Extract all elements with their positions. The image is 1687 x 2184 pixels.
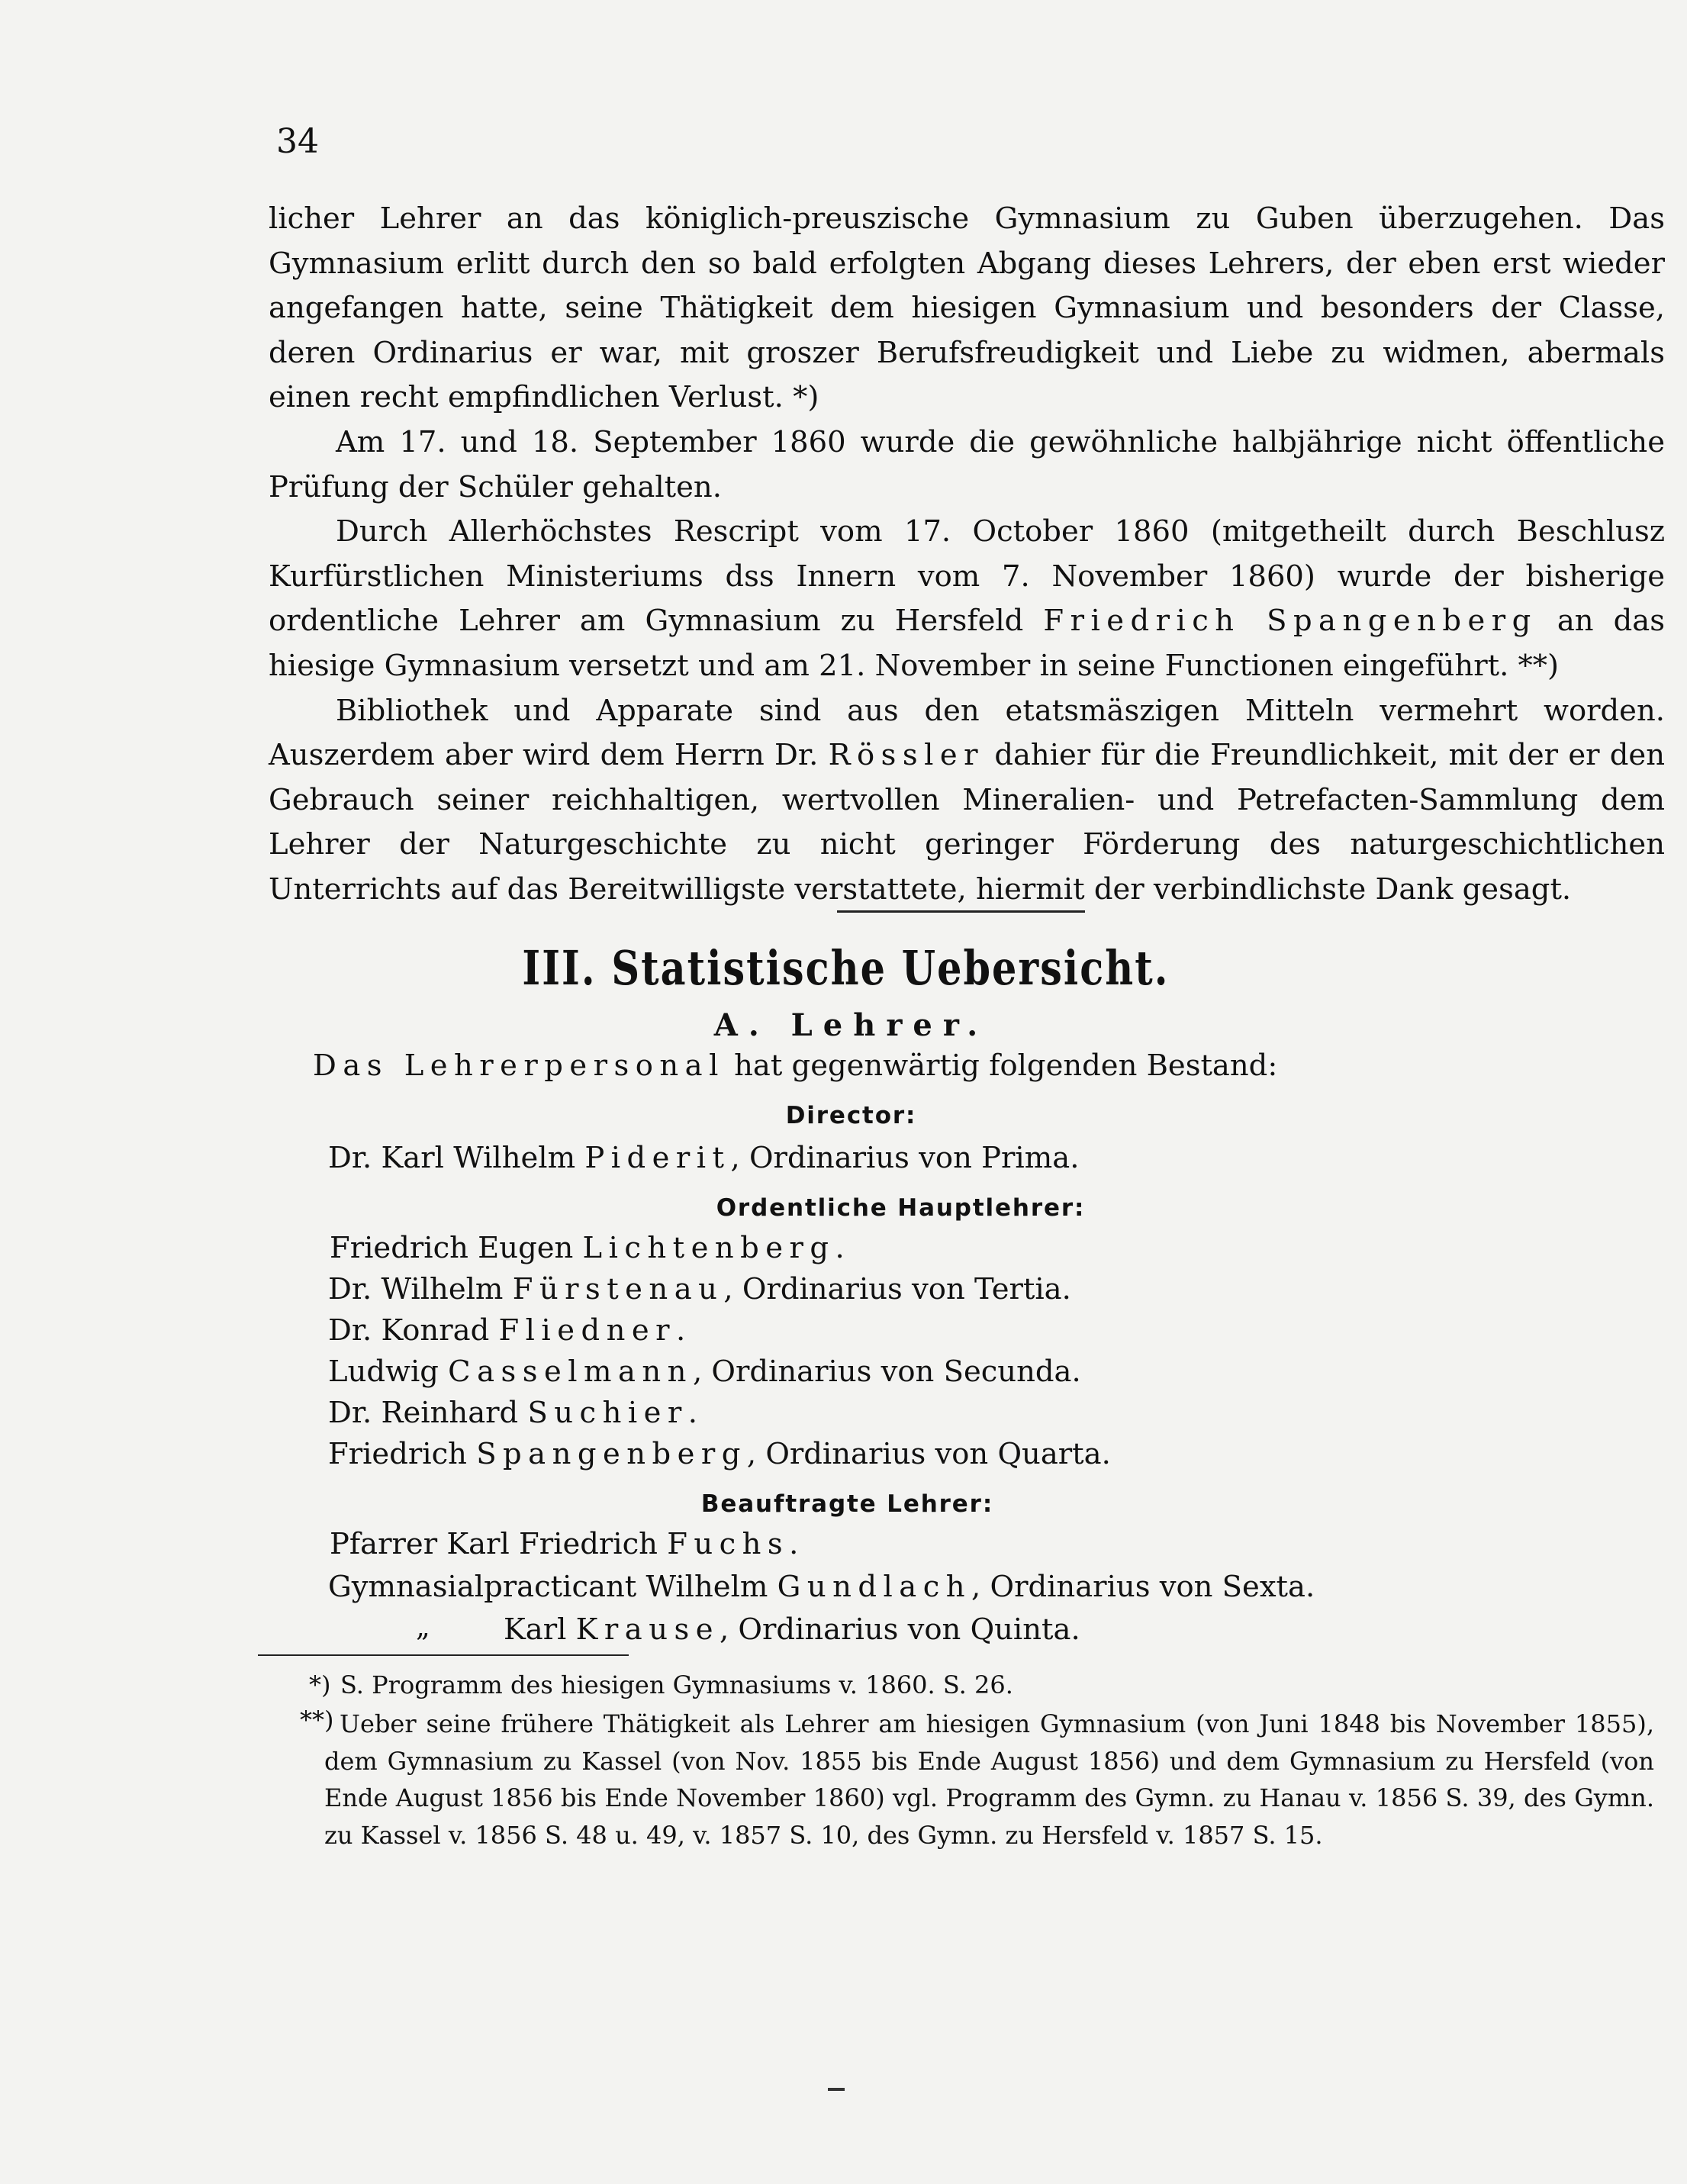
- staff-intro: [313, 1048, 1277, 1084]
- footnote-2: Ueber seine frühere Thätigkeit als Lehrer am hiesigen Gymnasium (von Juni 1848 bis November 1855), dem Gymnasium zu Kassel (von Nov. 1855 bis Ende August 1856) und dem Gymnasium zu Hersfeld (von Ende August 1856 bis Ende November 1860) vgl. Programm des Gymn. zu Hanau v. 1856 S. 39, des Gymn. zu Kassel v. 1856 S. 48 u. 49, v. 1857 S. 10, des Gymn. zu Hersfeld v. 1857 S. 15.: [324, 1709, 1654, 1850]
- heading-assigned-teachers: Beauftragte Lehrer:: [700, 1490, 994, 1518]
- paragraph-library-a: Bibliothek und Apparate sind aus den etatsmäszigen Mitteln vermehrt worden. Auszerdem aber wird dem Herrn Dr.: [269, 693, 1665, 773]
- teacher-name: Lichtenberg: [582, 1231, 835, 1265]
- ditto-mark: „: [416, 1612, 430, 1643]
- paragraph-library: [269, 689, 1665, 913]
- footnote-divider: [258, 1654, 629, 1656]
- teacher-entry: Dr. Wilhelm Fürstenau, Ordinarius von Tertia.: [328, 1272, 1071, 1306]
- footnote-1-mark: *): [309, 1670, 331, 1699]
- paragraph-rescript: [269, 510, 1665, 688]
- paragraph-library-b: dahier für die Freundlichkeit, mit der er den Gebrauch seiner reichhaltigen, wertvollen Mineralien- und Petrefacten-Sammlung dem Lehrer der Naturgeschichte zu nicht geringer Förderung des naturgeschichtlichen Unterrichts auf das Bereitwilligste verstattete, hiermit der verbindlichste Dank gesagt.: [269, 738, 1665, 907]
- teacher-entry: Ludwig Casselmann, Ordinarius von Secunda.: [328, 1355, 1081, 1389]
- assigned-teacher-entry: Karl Krause, Ordinarius von Quinta.: [504, 1612, 1080, 1647]
- section-divider: [837, 910, 1085, 913]
- director-name: Piderit: [584, 1141, 731, 1175]
- subsection-title: A. Lehrer.: [713, 1007, 989, 1043]
- teacher-name: Fuchs: [667, 1527, 790, 1561]
- staff-intro-rest: hat gegenwärtig folgenden Bestand:: [724, 1049, 1278, 1083]
- teacher-entry: Dr. Reinhard Suchier.: [328, 1396, 698, 1430]
- director-entry: Dr. Karl Wilhelm Piderit, Ordinarius von Prima.: [328, 1141, 1080, 1175]
- name-roessler: Rössler: [828, 738, 985, 773]
- body-text: [269, 197, 1665, 913]
- footnote-2-block: [324, 1706, 1654, 1854]
- footnote-1: S. Programm des hiesigen Gymnasiums v. 1860. S. 26.: [340, 1670, 1013, 1699]
- paragraph-rescript-b: an das hiesige Gymnasium versetzt und am 21. November in seine Functionen eingeführt. **): [269, 604, 1665, 683]
- staff-intro-spaced: Das Lehrerpersonal: [313, 1049, 725, 1083]
- teacher-entry: Friedrich Spangenberg, Ordinarius von Quarta.: [328, 1437, 1111, 1471]
- teacher-name-spangenberg: Friedrich Spangenberg: [1043, 604, 1537, 639]
- teacher-name: Casselmann: [448, 1355, 693, 1389]
- section-title: III. Statistische Uebersicht.: [522, 940, 1170, 996]
- teacher-entry: Friedrich Eugen Lichtenberg.: [330, 1231, 845, 1265]
- page-mark: [828, 2088, 845, 2091]
- teacher-entry: Dr. Konrad Fliedner.: [328, 1313, 686, 1348]
- page-number: 34: [276, 122, 319, 161]
- assigned-teacher-entry: Pfarrer Karl Friedrich Fuchs.: [330, 1527, 799, 1561]
- heading-main-teachers: Ordentliche Hauptlehrer:: [716, 1194, 1086, 1222]
- teacher-name: Gundlach: [777, 1570, 972, 1604]
- assigned-teacher-entry: Gymnasialpracticant Wilhelm Gundlach, Ordinarius von Sexta.: [328, 1570, 1315, 1604]
- paragraph-exam: Am 17. und 18. September 1860 wurde die gewöhnliche halbjährige nicht öffentliche Prüfung der Schüler gehalten.: [269, 424, 1665, 504]
- teacher-name: Fürstenau: [512, 1272, 724, 1306]
- paragraph-rescript-a: Durch Allerhöchstes Rescript vom 17. October 1860 (mitgetheilt durch Beschlusz Kurfürstlichen Ministeriums dss Innern vom 7. November 1860) wurde der bisherige ordentliche Lehrer am Gymnasium zu Hersfeld: [269, 514, 1665, 639]
- teacher-name: Fliedner: [498, 1313, 676, 1348]
- teacher-name: Suchier: [527, 1396, 688, 1430]
- heading-director: Director:: [785, 1102, 917, 1129]
- teacher-name: Krause: [575, 1612, 720, 1647]
- paragraph-continuation: licher Lehrer an das königlich-preuszische Gymnasium zu Guben überzugehen. Das Gymnasium erlitt durch den so bald erfolgten Abgang dieses Lehrers, der eben erst wieder angefangen hatte, seine Thätigkeit dem hiesigen Gymnasium und besonders der Classe, deren Ordinarius er war, mit groszer Berufsfreudigkeit und Liebe zu widmen, abermals einen recht empfindlichen Verlust. *): [269, 201, 1665, 415]
- teacher-name: Spangenberg: [476, 1437, 747, 1471]
- footnote-2-mark: **): [300, 1706, 334, 1735]
